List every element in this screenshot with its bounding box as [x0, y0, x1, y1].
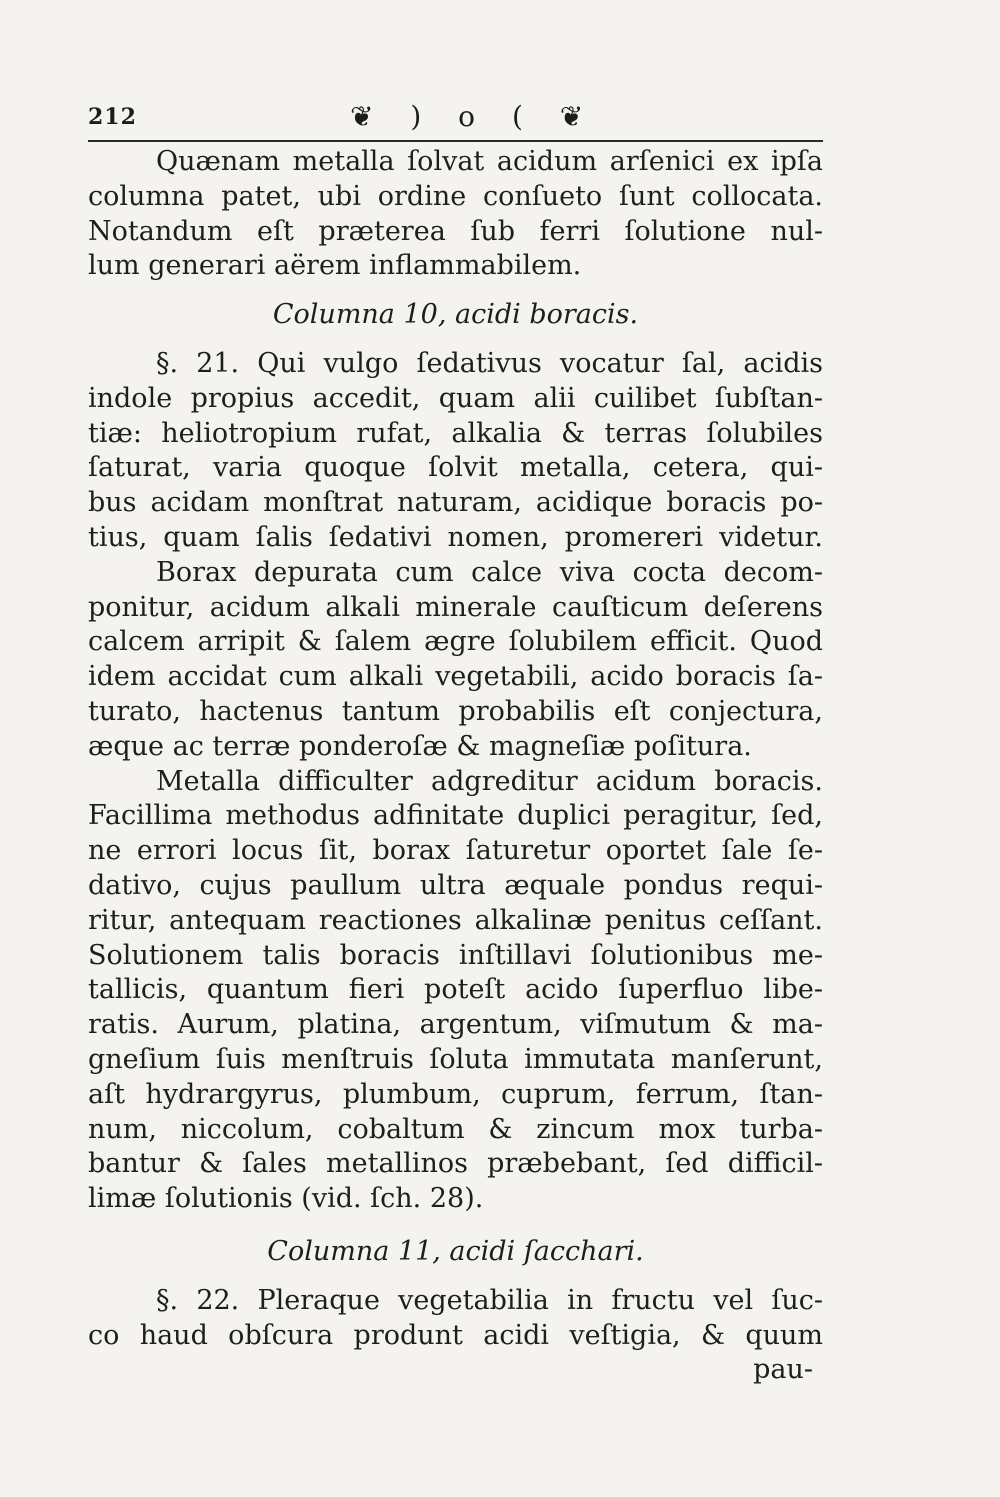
text-line: turato, hactenus tantum probabilis eſt conjectura, [88, 695, 823, 727]
text-line: Metalla difficulter adgreditur acidum boracis. [156, 765, 823, 797]
text-line: dativo, cujus paullum ultra æquale pondus requi- [88, 869, 823, 901]
section-heading-boracis: Columna 10, acidi boracis. [272, 299, 639, 331]
text-line: bus acidam monſtrat naturam, acidique boracis po- [88, 487, 823, 519]
text-line: co haud obſcura produnt acidi veſtigia, & quum [88, 1319, 823, 1351]
page-number: 212 [88, 104, 137, 130]
text-line: num, niccolum, cobaltum & zincum mox turba- [88, 1113, 823, 1145]
catchword: pau- [753, 1354, 813, 1386]
text-line: tius, quam ſalis ſedativi nomen, promereri videtur. [88, 521, 823, 553]
text-line: calcem arripit & ſalem ægre ſolubilem efficit. Quod [88, 626, 823, 658]
text-line: §. 22. Pleraque vegetabilia in fructu vel ſuc- [156, 1284, 823, 1316]
text-line: ritur, antequam reactiones alkalinæ penitus ceſſant. [88, 904, 823, 936]
text-line: Borax depurata cum calce viva cocta decom- [156, 556, 823, 588]
text-line: Notandum eſt præterea ſub ferri ſolutione nul- [88, 215, 823, 247]
text-line: ne errori locus ſit, borax ſaturetur oportet ſale ſe- [88, 835, 823, 867]
header-ornament: ❦ ) o ( ❦ [350, 100, 598, 133]
text-line: tallicis, quantum fieri poteſt acido ſuperfluo libe- [88, 974, 823, 1006]
text-line: ſaturat, varia quoque ſolvit metalla, cetera, qui- [88, 452, 823, 484]
text-line: indole propius accedit, quam alii cuilibet ſubſtan- [88, 382, 823, 414]
text-line: bantur & ſales metallinos præbebant, ſed difficil- [88, 1148, 823, 1180]
header-rule [88, 140, 823, 142]
text-line: tiæ: heliotropium rufat, alkalia & terras ſolubiles [88, 417, 823, 449]
text-line: Quænam metalla ſolvat acidum arſenici ex ipſa [156, 146, 823, 177]
text-line: Solutionem talis boracis inſtillavi ſolutionibus me- [88, 939, 823, 971]
running-head [88, 100, 823, 140]
text-line: aſt hydrargyrus, plumbum, cuprum, ferrum, ſtan- [88, 1078, 823, 1110]
text-line: limæ ſolutionis (vid. ſch. 28). [88, 1183, 484, 1215]
section-heading-sacchari: Columna 11, acidi ſacchari. [267, 1235, 644, 1267]
text-line: Facillima methodus adfinitate duplici peragitur, ſed, [88, 800, 823, 832]
text-line: æque ac terræ ponderoſæ & magneſiæ poſitura. [88, 730, 752, 762]
text-line: columna patet, ubi ordine conſueto ſunt collocata. [88, 180, 823, 212]
text-line: ponitur, acidum alkali minerale cauſticum deſerens [88, 591, 823, 623]
text-line: ratis. Aurum, platina, argentum, viſmutum & ma- [88, 1009, 823, 1041]
text-line: gneſium ſuis menſtruis ſoluta immutata manſerunt, [88, 1043, 823, 1075]
text-line: idem accidat cum alkali vegetabili, acido boracis ſa- [88, 661, 823, 693]
page-body [88, 145, 823, 1388]
text-line: §. 21. Qui vulgo ſedativus vocatur ſal, acidis [156, 347, 823, 379]
text-line: lum generari aërem inflammabilem. [88, 250, 582, 282]
